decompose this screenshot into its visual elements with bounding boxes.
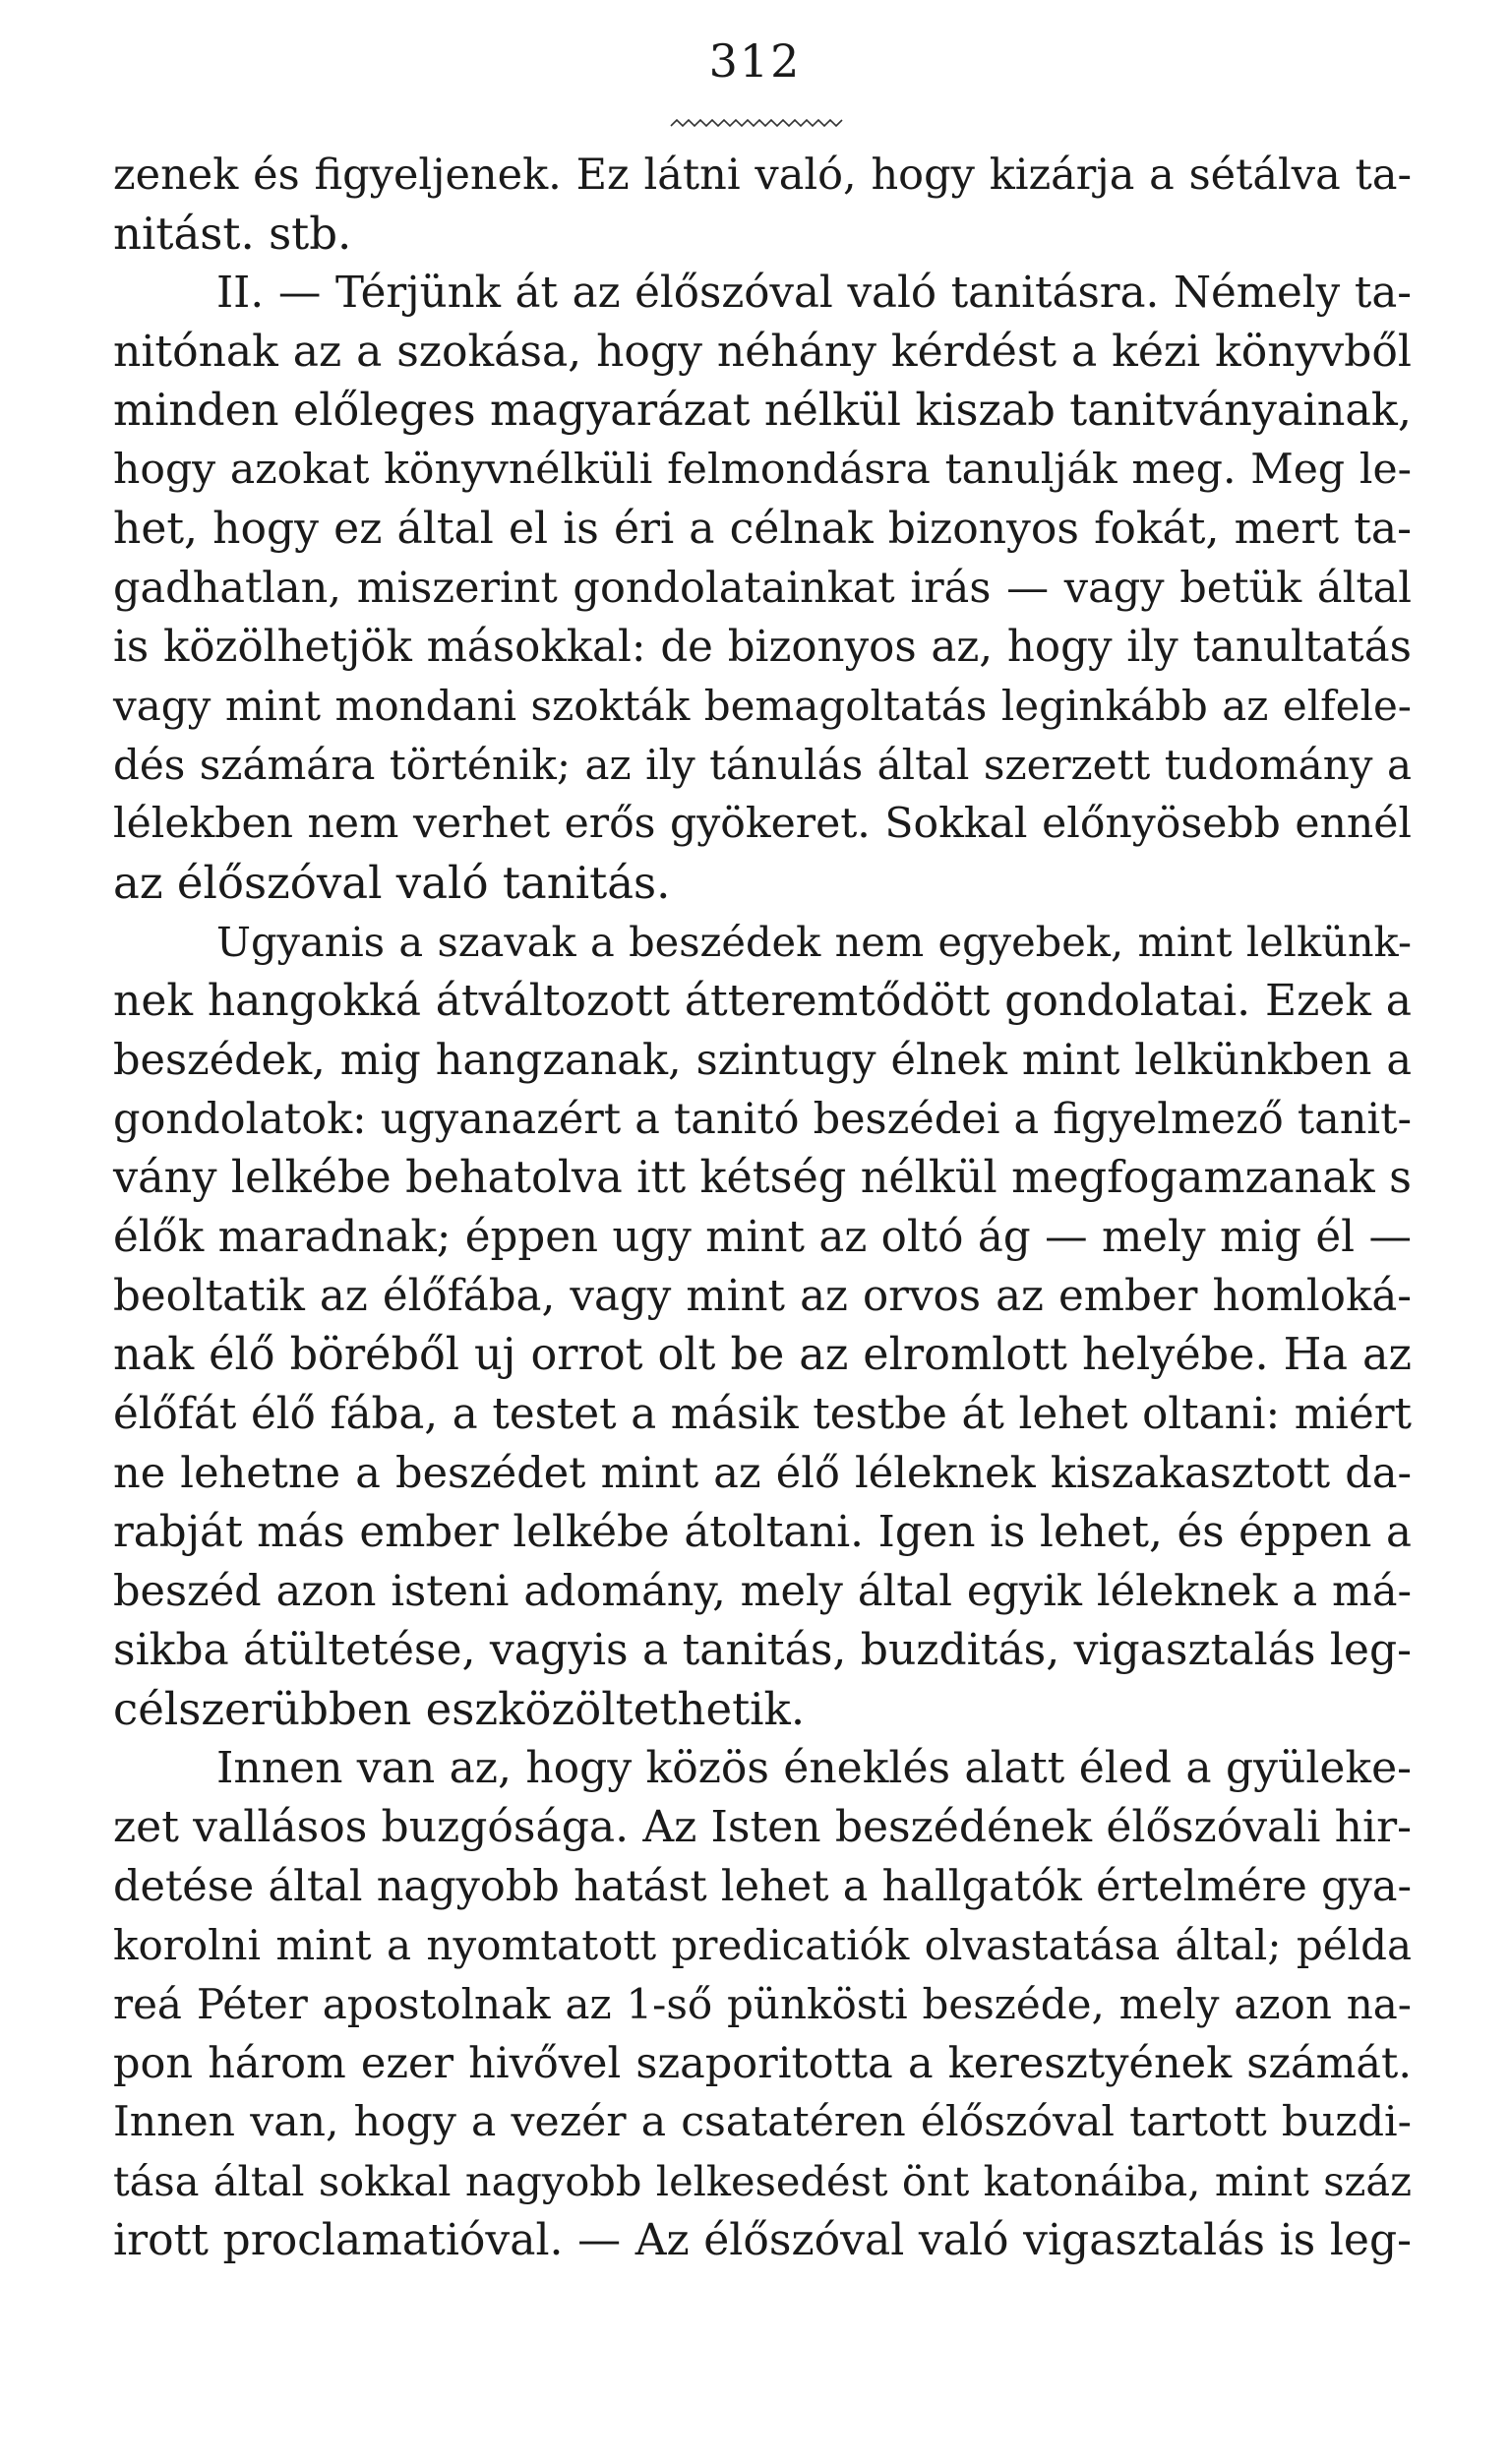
text-line: tása által sokkal nagyobb lelkesedést önt katonáiba, mint száz xyxy=(113,2157,1412,2205)
text-line: is közölhetjök másokkal: de bizonyos az, hogy ily tanultatás xyxy=(113,623,1412,672)
text-line: beszédek, mig hangzanak, szintugy élnek mint lelkünkben a xyxy=(113,1036,1412,1085)
text-line: detése által nagyobb hatást lehet a hallgatók értelmére gya- xyxy=(113,1862,1412,1911)
text-line: élőfát élő fába, a testet a másik testbe át lehet oltani: miért xyxy=(113,1390,1412,1439)
text-line: gondolatok: ugyanazért a tanitó beszédei a figyelmező tanit- xyxy=(113,1095,1412,1144)
text-line: nitást. stb. xyxy=(113,208,352,260)
text-line: nitónak az a szokása, hogy néhány kérdést a kézi könyvből xyxy=(113,327,1412,377)
text-line: élők maradnak; éppen ugy mint az oltó ág — mely mig él — xyxy=(113,1213,1412,1262)
text-line: korolni mint a nyomtatott predicatiók olvastatása által; példa xyxy=(113,1921,1412,1969)
text-line: nak élő böréből uj orrot olt be az elromlott helyébe. Ha az xyxy=(113,1330,1412,1380)
text-line: zet vallásos buzgósága. Az Isten beszédének élőszóvali hir- xyxy=(113,1802,1412,1852)
text-line: beoltatik az élőfába, vagy mint az orvos az ember homloká- xyxy=(113,1272,1412,1321)
page-number: 312 xyxy=(708,34,802,88)
ornament-divider xyxy=(669,116,846,132)
text-line: ne lehetne a beszédet mint az élő léleknek kiszakasztott da- xyxy=(113,1449,1412,1498)
text-line: pon három ezer hivővel szaporitotta a keresztyének számát. xyxy=(113,2039,1412,2088)
text-line: hogy azokat könyvnélküli felmondásra tanulják meg. Meg le- xyxy=(113,446,1412,494)
text-line: Innen van az, hogy közös éneklés alatt éled a gyüleke- xyxy=(216,1743,1412,1793)
text-line: II. — Térjünk át az élőszóval való tanitásra. Némely ta- xyxy=(216,269,1412,318)
text-line: vagy mint mondani szokták bemagoltatás leginkább az elfele- xyxy=(113,682,1412,730)
text-line: Innen van, hogy a vezér a csatatéren élőszóval tartott buzdi- xyxy=(113,2098,1412,2146)
text-line: célszerübben eszközöltethetik. xyxy=(113,1683,806,1735)
text-line: az élőszóval való tanitás. xyxy=(113,857,671,909)
text-line: sikba átültetése, vagyis a tanitás, buzditás, vigasztalás leg- xyxy=(113,1625,1412,1675)
text-line: gadhatlan, miszerint gondolatainkat irás — vagy betük által xyxy=(113,564,1412,613)
text-line: het, hogy ez által el is éri a célnak bizonyos fokát, mert ta- xyxy=(113,504,1412,554)
text-line: Ugyanis a szavak a beszédek nem egyebek, mint lelkünk- xyxy=(216,918,1412,966)
text-line: dés számára történik; az ily tánulás által szerzett tudomány a xyxy=(113,741,1412,789)
text-line: reá Péter apostolnak az 1-ső pünkösti beszéde, mely azon na- xyxy=(113,1980,1412,2028)
text-line: vány lelkébe behatolva itt kétség nélkül megfogamzanak s xyxy=(113,1153,1412,1203)
body-text xyxy=(113,146,1412,2270)
text-line: irott proclamatióval. — Az élőszóval való vigasztalás is leg- xyxy=(113,2215,1412,2265)
text-line: rabját más ember lelkébe átoltani. Igen is lehet, és éppen a xyxy=(113,1508,1412,1557)
text-line: beszéd azon isteni adomány, mely által egyik léleknek a má- xyxy=(113,1567,1412,1616)
text-line: lélekben nem verhet erős gyökeret. Sokkal előnyösebb ennél xyxy=(113,800,1412,848)
text-line: nek hangokká átváltozott átteremtődött gondolatai. Ezek a xyxy=(113,976,1412,1026)
text-line: zenek és figyeljenek. Ez látni való, hogy kizárja a sétálva ta- xyxy=(113,150,1412,200)
text-line: minden előleges magyarázat nélkül kiszab tanitványainak, xyxy=(113,386,1412,436)
